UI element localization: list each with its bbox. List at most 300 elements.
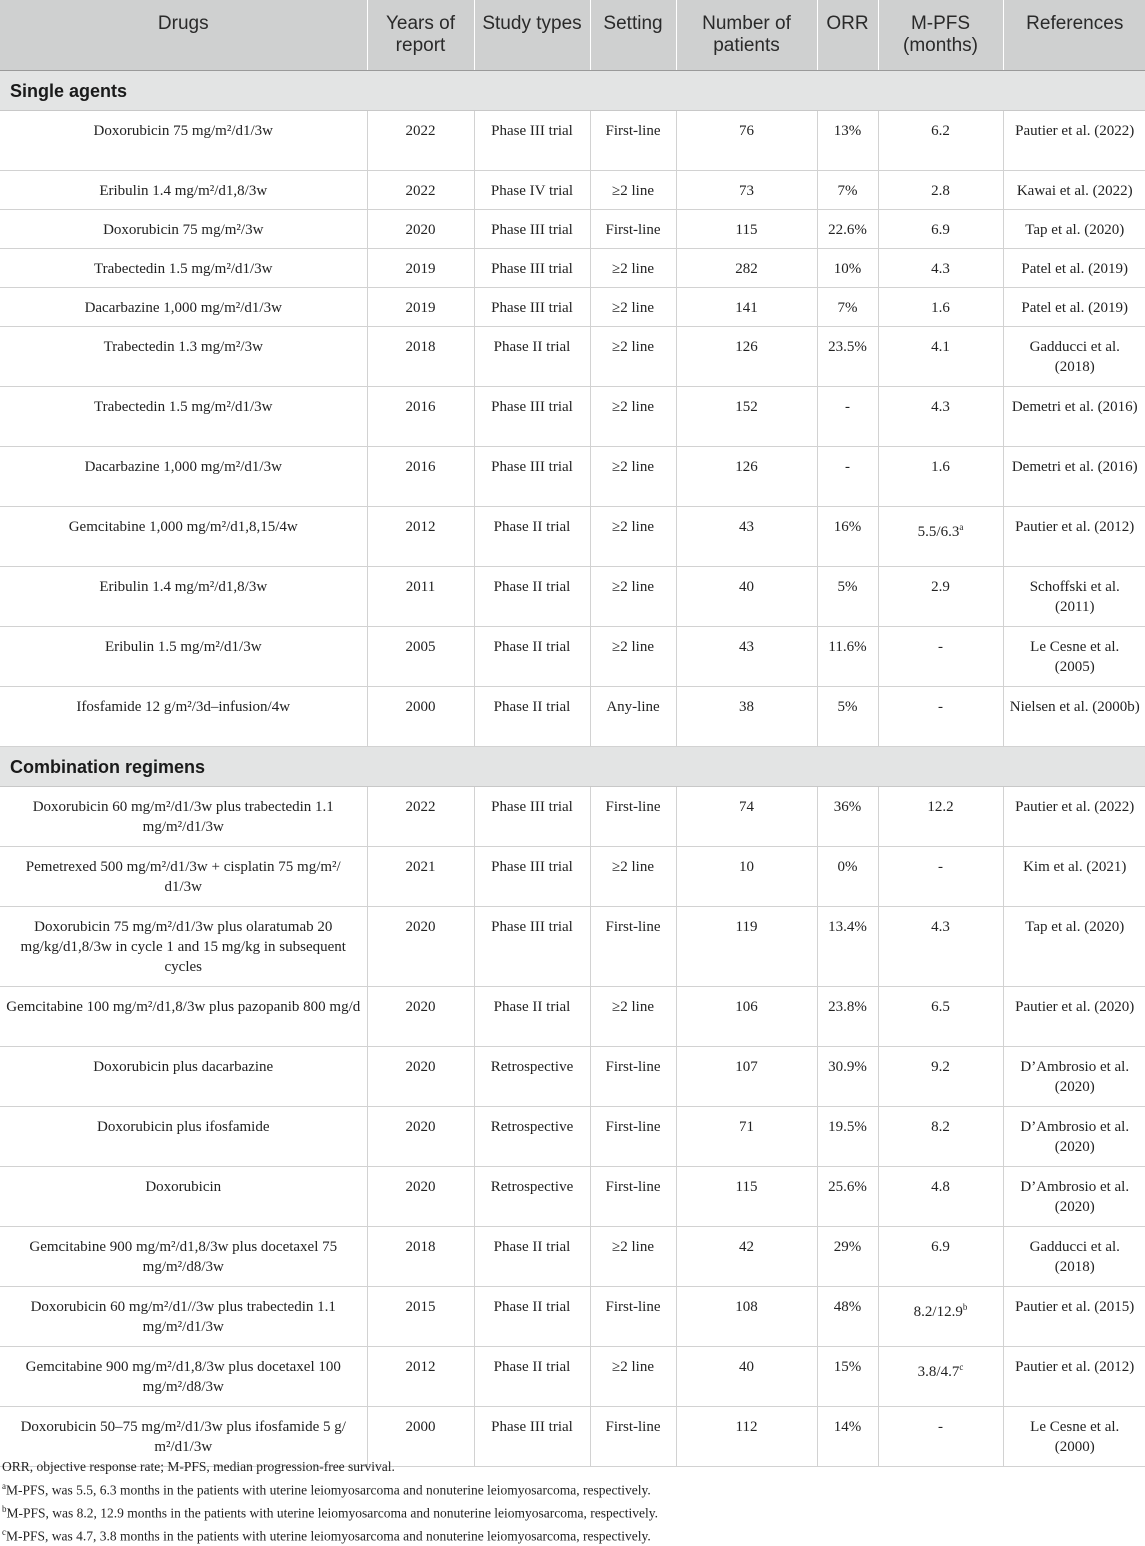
table-row: [0, 1107, 1145, 1167]
reference-cell-text: Kim et al. (2021): [1023, 859, 1127, 875]
m-pfs-cell-text: 4.1: [931, 339, 950, 355]
patients-cell: [676, 507, 817, 567]
m-pfs-cell: [878, 907, 1003, 987]
reference-cell: [1003, 249, 1145, 288]
footnote: [2, 1523, 1145, 1546]
study-type-cell: [474, 447, 590, 507]
m-pfs-cell-text: 8.2: [931, 1119, 950, 1135]
setting-cell: [590, 111, 676, 171]
reference-cell: [1003, 507, 1145, 567]
reference-cell-text: Schoffski et al. (2011): [1029, 579, 1120, 615]
study-type-cell-text: Phase III trial: [491, 300, 573, 316]
reference-cell: [1003, 907, 1145, 987]
setting-cell: [590, 171, 676, 210]
patients-cell-text: 106: [735, 999, 758, 1015]
reference-cell: [1003, 111, 1145, 171]
year-cell: [367, 1287, 474, 1347]
study-type-cell-text: Phase II trial: [493, 1239, 571, 1255]
patients-cell-text: 73: [739, 183, 754, 199]
reference-cell-text: Patel et al. (2019): [1021, 300, 1129, 316]
reference-cell: [1003, 1287, 1145, 1347]
table-row: [0, 249, 1145, 288]
patients-cell: [676, 1287, 817, 1347]
drug-cell-text: Ifosfamide 12 g/m²/3d–infusion/4w: [76, 699, 291, 715]
patients-cell: [676, 447, 817, 507]
header-years-of-report: Years of report: [367, 0, 474, 71]
drug-cell-text: Pemetrexed 500 mg/m²/d1/3w + cisplatin 75 mg/m²/ d1/3w: [25, 859, 341, 895]
reference-cell-text: Le Cesne et al. (2005): [1030, 639, 1120, 675]
reference-cell: [1003, 171, 1145, 210]
table-footnotes: [0, 1457, 1145, 1546]
orr-cell: [817, 987, 878, 1047]
footnote: [2, 1457, 1145, 1477]
reference-cell-text: Kawai et al. (2022): [1016, 183, 1133, 199]
reference-cell: [1003, 1047, 1145, 1107]
reference-cell: [1003, 1347, 1145, 1407]
footnote-text: ORR, objective response rate; M-PFS, median progression-free survival.: [2, 1459, 395, 1474]
setting-cell-text: ≥2 line: [612, 339, 654, 355]
m-pfs-cell: [878, 627, 1003, 687]
patients-cell: [676, 288, 817, 327]
setting-cell: [590, 288, 676, 327]
drug-cell-text: Doxorubicin plus ifosfamide: [97, 1119, 270, 1135]
study-type-cell: [474, 210, 590, 249]
drug-cell: [0, 210, 367, 249]
study-type-cell-text: Phase II trial: [493, 999, 571, 1015]
year-cell-text: 2022: [405, 123, 436, 139]
table-row: [0, 327, 1145, 387]
section-row: [0, 71, 1145, 111]
orr-cell-text: 0%: [837, 859, 858, 875]
year-cell-text: 2012: [405, 519, 436, 535]
orr-cell: [817, 111, 878, 171]
footnote-marker: a: [959, 522, 964, 532]
drug-cell: [0, 567, 367, 627]
study-type-cell-text: Phase IV trial: [490, 183, 574, 199]
year-cell: [367, 567, 474, 627]
year-cell: [367, 1167, 474, 1227]
drug-cell-text: Eribulin 1.4 mg/m²/d1,8/3w: [99, 183, 268, 199]
study-type-cell: [474, 1047, 590, 1107]
study-type-cell: [474, 288, 590, 327]
table-row: [0, 627, 1145, 687]
m-pfs-cell-text: 6.2: [931, 123, 950, 139]
setting-cell-text: First-line: [605, 1419, 661, 1435]
year-cell: [367, 387, 474, 447]
patients-cell-text: 107: [735, 1059, 758, 1075]
reference-cell: [1003, 847, 1145, 907]
study-type-cell-text: Phase II trial: [493, 1299, 571, 1315]
patients-cell-text: 38: [739, 699, 754, 715]
patients-cell-text: 126: [735, 339, 758, 355]
table-row: [0, 447, 1145, 507]
drug-cell-text: Dacarbazine 1,000 mg/m²/d1/3w: [84, 459, 282, 475]
setting-cell: [590, 249, 676, 288]
m-pfs-cell-text: 4.3: [931, 399, 950, 415]
setting-cell: [590, 687, 676, 747]
study-type-cell: [474, 1107, 590, 1167]
orr-cell-text: 36%: [833, 799, 862, 815]
drug-cell: [0, 847, 367, 907]
setting-cell-text: ≥2 line: [612, 1359, 654, 1375]
m-pfs-cell: [878, 249, 1003, 288]
year-cell: [367, 1107, 474, 1167]
drug-cell: [0, 907, 367, 987]
patients-cell: [676, 1167, 817, 1227]
setting-cell-text: ≥2 line: [612, 300, 654, 316]
patients-cell-text: 40: [739, 1359, 754, 1375]
year-cell-text: 2018: [405, 339, 436, 355]
year-cell: [367, 987, 474, 1047]
drug-cell-text: Doxorubicin plus dacarbazine: [93, 1059, 274, 1075]
orr-cell: [817, 567, 878, 627]
patients-cell-text: 71: [739, 1119, 754, 1135]
drug-cell: [0, 987, 367, 1047]
table-row: [0, 171, 1145, 210]
drug-cell: [0, 1347, 367, 1407]
setting-cell: [590, 387, 676, 447]
drug-cell-text: Doxorubicin 75 mg/m²/d1/3w: [93, 123, 273, 139]
setting-cell-text: ≥2 line: [612, 1239, 654, 1255]
setting-cell: [590, 567, 676, 627]
setting-cell-text: ≥2 line: [612, 579, 654, 595]
reference-cell: [1003, 787, 1145, 847]
year-cell: [367, 327, 474, 387]
study-type-cell: [474, 249, 590, 288]
patients-cell-text: 152: [735, 399, 758, 415]
m-pfs-cell: [878, 1227, 1003, 1287]
year-cell-text: 2000: [405, 1419, 436, 1435]
year-cell: [367, 249, 474, 288]
table-row: [0, 907, 1145, 987]
table-row: [0, 687, 1145, 747]
m-pfs-cell-text: 4.3: [931, 261, 950, 277]
drug-cell: [0, 1287, 367, 1347]
drug-cell: [0, 327, 367, 387]
setting-cell-text: ≥2 line: [612, 639, 654, 655]
setting-cell: [590, 1227, 676, 1287]
orr-cell-text: 14%: [833, 1419, 862, 1435]
patients-cell-text: 74: [739, 799, 754, 815]
study-type-cell: [474, 1347, 590, 1407]
setting-cell-text: First-line: [605, 1299, 661, 1315]
patients-cell-text: 76: [739, 123, 754, 139]
setting-cell-text: ≥2 line: [612, 519, 654, 535]
study-type-cell: [474, 1287, 590, 1347]
reference-cell-text: Le Cesne et al. (2000): [1030, 1419, 1120, 1455]
orr-cell-text: 30.9%: [828, 1059, 867, 1075]
year-cell: [367, 907, 474, 987]
patients-cell: [676, 987, 817, 1047]
setting-cell: [590, 787, 676, 847]
orr-cell-text: 19.5%: [828, 1119, 867, 1135]
patients-cell: [676, 847, 817, 907]
reference-cell-text: Gadducci et al. (2018): [1029, 339, 1120, 375]
drug-cell-text: Doxorubicin 50–75 mg/m²/d1/3w plus ifosfamide 5 g/ m²/d1/3w: [20, 1419, 346, 1455]
drug-cell-text: Doxorubicin 75 mg/m²/d1/3w plus olaratumab 20 mg/kg/d1,8/3w in cycle 1 and 15 mg/kg in subsequent cycles: [20, 919, 346, 975]
setting-cell-text: ≥2 line: [612, 459, 654, 475]
orr-cell: [817, 907, 878, 987]
patients-cell-text: 126: [735, 459, 758, 475]
reference-cell-text: Pautier et al. (2015): [1015, 1299, 1135, 1315]
orr-cell-text: 10%: [833, 261, 862, 277]
patients-cell: [676, 1347, 817, 1407]
section-title: Single agents: [0, 71, 1145, 111]
setting-cell-text: ≥2 line: [612, 399, 654, 415]
patients-cell-text: 282: [735, 261, 758, 277]
year-cell-text: 2016: [405, 459, 436, 475]
study-type-cell-text: Phase III trial: [491, 919, 573, 935]
patients-cell: [676, 1227, 817, 1287]
header-number-of-patients: Number of patients: [676, 0, 817, 71]
orr-cell-text: 5%: [837, 699, 858, 715]
footnote-marker: c: [959, 1362, 964, 1372]
m-pfs-cell: [878, 847, 1003, 907]
drug-cell: [0, 111, 367, 171]
m-pfs-cell: [878, 1047, 1003, 1107]
patients-cell: [676, 210, 817, 249]
year-cell-text: 2020: [405, 1119, 436, 1135]
study-type-cell-text: Phase II trial: [493, 699, 571, 715]
reference-cell-text: Pautier et al. (2020): [1015, 999, 1135, 1015]
patients-cell: [676, 1107, 817, 1167]
table-row: [0, 288, 1145, 327]
patients-cell: [676, 907, 817, 987]
year-cell-text: 2019: [405, 261, 436, 277]
patients-cell: [676, 111, 817, 171]
study-type-cell-text: Phase III trial: [491, 123, 573, 139]
year-cell-text: 2011: [405, 579, 436, 595]
reference-cell: [1003, 387, 1145, 447]
orr-cell-text: 23.5%: [828, 339, 867, 355]
m-pfs-cell: [878, 507, 1003, 567]
year-cell: [367, 847, 474, 907]
footnote-text: M-PFS, was 8.2, 12.9 months in the patients with uterine leiomyosarcoma and nonuterine leiomyosarcoma, respectively.: [6, 1505, 658, 1520]
reference-cell: [1003, 447, 1145, 507]
study-type-cell-text: Phase III trial: [491, 399, 573, 415]
orr-cell: [817, 507, 878, 567]
study-type-cell: [474, 787, 590, 847]
patients-cell-text: 112: [735, 1419, 758, 1435]
table-row: [0, 507, 1145, 567]
study-type-cell: [474, 907, 590, 987]
m-pfs-cell: [878, 1347, 1003, 1407]
orr-cell: [817, 387, 878, 447]
orr-cell-text: 13.4%: [828, 919, 867, 935]
study-type-cell-text: Phase II trial: [493, 639, 571, 655]
orr-cell-text: 7%: [837, 183, 858, 199]
year-cell-text: 2022: [405, 183, 436, 199]
study-type-cell: [474, 111, 590, 171]
year-cell: [367, 627, 474, 687]
orr-cell: [817, 1227, 878, 1287]
orr-cell-text: 13%: [833, 123, 862, 139]
drug-cell: [0, 171, 367, 210]
setting-cell: [590, 907, 676, 987]
footnote-marker: c: [2, 1526, 6, 1537]
patients-cell: [676, 387, 817, 447]
study-type-cell-text: Phase III trial: [491, 799, 573, 815]
reference-cell-text: Demetri et al. (2016): [1011, 399, 1138, 415]
header-drugs: Drugs: [0, 0, 367, 71]
m-pfs-cell-text: 8.2/12.9: [913, 1304, 963, 1320]
orr-cell: [817, 1047, 878, 1107]
drug-cell: [0, 627, 367, 687]
reference-cell-text: D’Ambrosio et al. (2020): [1020, 1119, 1130, 1155]
orr-cell: [817, 249, 878, 288]
patients-cell: [676, 1047, 817, 1107]
patients-cell-text: 43: [739, 519, 754, 535]
m-pfs-cell-text: 2.9: [931, 579, 950, 595]
drug-cell-text: Gemcitabine 100 mg/m²/d1,8/3w plus pazopanib 800 mg/d: [6, 999, 361, 1015]
drug-cell-text: Doxorubicin 75 mg/m²/3w: [103, 222, 264, 238]
drug-cell: [0, 387, 367, 447]
drug-cell-text: Gemcitabine 1,000 mg/m²/d1,8,15/4w: [68, 519, 298, 535]
study-type-cell-text: Phase II trial: [493, 579, 571, 595]
reference-cell-text: Nielsen et al. (2000b): [1009, 699, 1140, 715]
patients-cell: [676, 567, 817, 627]
orr-cell: [817, 327, 878, 387]
setting-cell: [590, 210, 676, 249]
table-row: [0, 1347, 1145, 1407]
header-m-pfs: M-PFS (months): [878, 0, 1003, 71]
study-type-cell-text: Phase III trial: [491, 222, 573, 238]
year-cell-text: 2020: [405, 222, 436, 238]
year-cell: [367, 210, 474, 249]
table-row: [0, 387, 1145, 447]
m-pfs-cell-text: 9.2: [931, 1059, 950, 1075]
patients-cell: [676, 787, 817, 847]
orr-cell-text: -: [845, 399, 850, 415]
m-pfs-cell: [878, 111, 1003, 171]
m-pfs-cell: [878, 447, 1003, 507]
study-type-cell: [474, 387, 590, 447]
study-type-cell-text: Retrospective: [490, 1179, 574, 1195]
drug-cell-text: Trabectedin 1.3 mg/m²/3w: [103, 339, 263, 355]
study-type-cell: [474, 987, 590, 1047]
patients-cell: [676, 687, 817, 747]
reference-cell-text: Demetri et al. (2016): [1011, 459, 1138, 475]
orr-cell: [817, 1347, 878, 1407]
footnote-marker: b: [962, 1302, 968, 1312]
reference-cell: [1003, 987, 1145, 1047]
orr-cell-text: 29%: [833, 1239, 862, 1255]
footnote-marker: a: [2, 1480, 6, 1491]
year-cell-text: 2018: [405, 1239, 436, 1255]
setting-cell-text: ≥2 line: [612, 183, 654, 199]
orr-cell-text: 23.8%: [828, 999, 867, 1015]
m-pfs-cell: [878, 210, 1003, 249]
patients-cell: [676, 327, 817, 387]
year-cell-text: 2019: [405, 300, 436, 316]
year-cell-text: 2016: [405, 399, 436, 415]
orr-cell: [817, 288, 878, 327]
reference-cell-text: Tap et al. (2020): [1025, 919, 1125, 935]
orr-cell: [817, 687, 878, 747]
orr-cell: [817, 210, 878, 249]
footnote-text: M-PFS, was 5.5, 6.3 months in the patients with uterine leiomyosarcoma and nonuterine leiomyosarcoma, respectively.: [6, 1482, 651, 1497]
drug-cell: [0, 1107, 367, 1167]
reference-cell-text: Pautier et al. (2012): [1015, 1359, 1135, 1375]
table-row: [0, 1167, 1145, 1227]
table-row: [0, 847, 1145, 907]
reference-cell-text: Pautier et al. (2012): [1015, 519, 1135, 535]
m-pfs-cell-text: 12.2: [927, 799, 954, 815]
table-row: [0, 1287, 1145, 1347]
orr-cell-text: 48%: [833, 1299, 862, 1315]
reference-cell-text: Gadducci et al. (2018): [1029, 1239, 1120, 1275]
study-type-cell-text: Phase III trial: [491, 261, 573, 277]
setting-cell: [590, 1167, 676, 1227]
orr-cell: [817, 447, 878, 507]
study-type-cell: [474, 1227, 590, 1287]
drug-cell-text: Doxorubicin 60 mg/m²/d1//3w plus trabectedin 1.1 mg/m²/d1/3w: [30, 1299, 336, 1335]
setting-cell-text: First-line: [605, 1119, 661, 1135]
setting-cell: [590, 507, 676, 567]
study-type-cell: [474, 327, 590, 387]
m-pfs-cell: [878, 567, 1003, 627]
m-pfs-cell-text: 1.6: [931, 300, 950, 316]
orr-cell-text: 5%: [837, 579, 858, 595]
year-cell: [367, 507, 474, 567]
orr-cell: [817, 787, 878, 847]
year-cell: [367, 288, 474, 327]
setting-cell-text: First-line: [605, 222, 661, 238]
study-type-cell: [474, 567, 590, 627]
m-pfs-cell-text: 4.3: [931, 919, 950, 935]
m-pfs-cell-text: -: [938, 1419, 943, 1435]
reference-cell-text: D’Ambrosio et al. (2020): [1020, 1179, 1130, 1215]
setting-cell-text: First-line: [605, 1059, 661, 1075]
m-pfs-cell-text: 6.5: [931, 999, 950, 1015]
orr-cell: [817, 171, 878, 210]
header-references: References: [1003, 0, 1145, 71]
orr-cell: [817, 1167, 878, 1227]
drug-cell-text: Trabectedin 1.5 mg/m²/d1/3w: [93, 261, 273, 277]
reference-cell: [1003, 687, 1145, 747]
year-cell: [367, 1227, 474, 1287]
footnote: [2, 1477, 1145, 1500]
orr-cell-text: 7%: [837, 300, 858, 316]
patients-cell-text: 10: [739, 859, 754, 875]
setting-cell: [590, 987, 676, 1047]
reference-cell: [1003, 327, 1145, 387]
m-pfs-cell-text: -: [938, 639, 943, 655]
m-pfs-cell-text: 6.9: [931, 1239, 950, 1255]
m-pfs-cell-text: 5.5/6.3: [917, 524, 960, 540]
setting-cell: [590, 847, 676, 907]
m-pfs-cell-text: 2.8: [931, 183, 950, 199]
m-pfs-cell-text: -: [938, 699, 943, 715]
drug-cell: [0, 249, 367, 288]
study-type-cell-text: Phase III trial: [491, 1419, 573, 1435]
reference-cell: [1003, 627, 1145, 687]
table-row: [0, 567, 1145, 627]
table-row: [0, 1227, 1145, 1287]
m-pfs-cell: [878, 1167, 1003, 1227]
table-row: [0, 987, 1145, 1047]
study-type-cell-text: Phase II trial: [493, 1359, 571, 1375]
study-type-cell: [474, 847, 590, 907]
patients-cell-text: 141: [735, 300, 758, 316]
setting-cell-text: ≥2 line: [612, 261, 654, 277]
drug-cell: [0, 1167, 367, 1227]
m-pfs-cell-text: 3.8/4.7: [917, 1364, 960, 1380]
reference-cell: [1003, 1227, 1145, 1287]
study-type-cell-text: Phase III trial: [491, 859, 573, 875]
header-study-types: Study types: [474, 0, 590, 71]
section-row: [0, 747, 1145, 787]
